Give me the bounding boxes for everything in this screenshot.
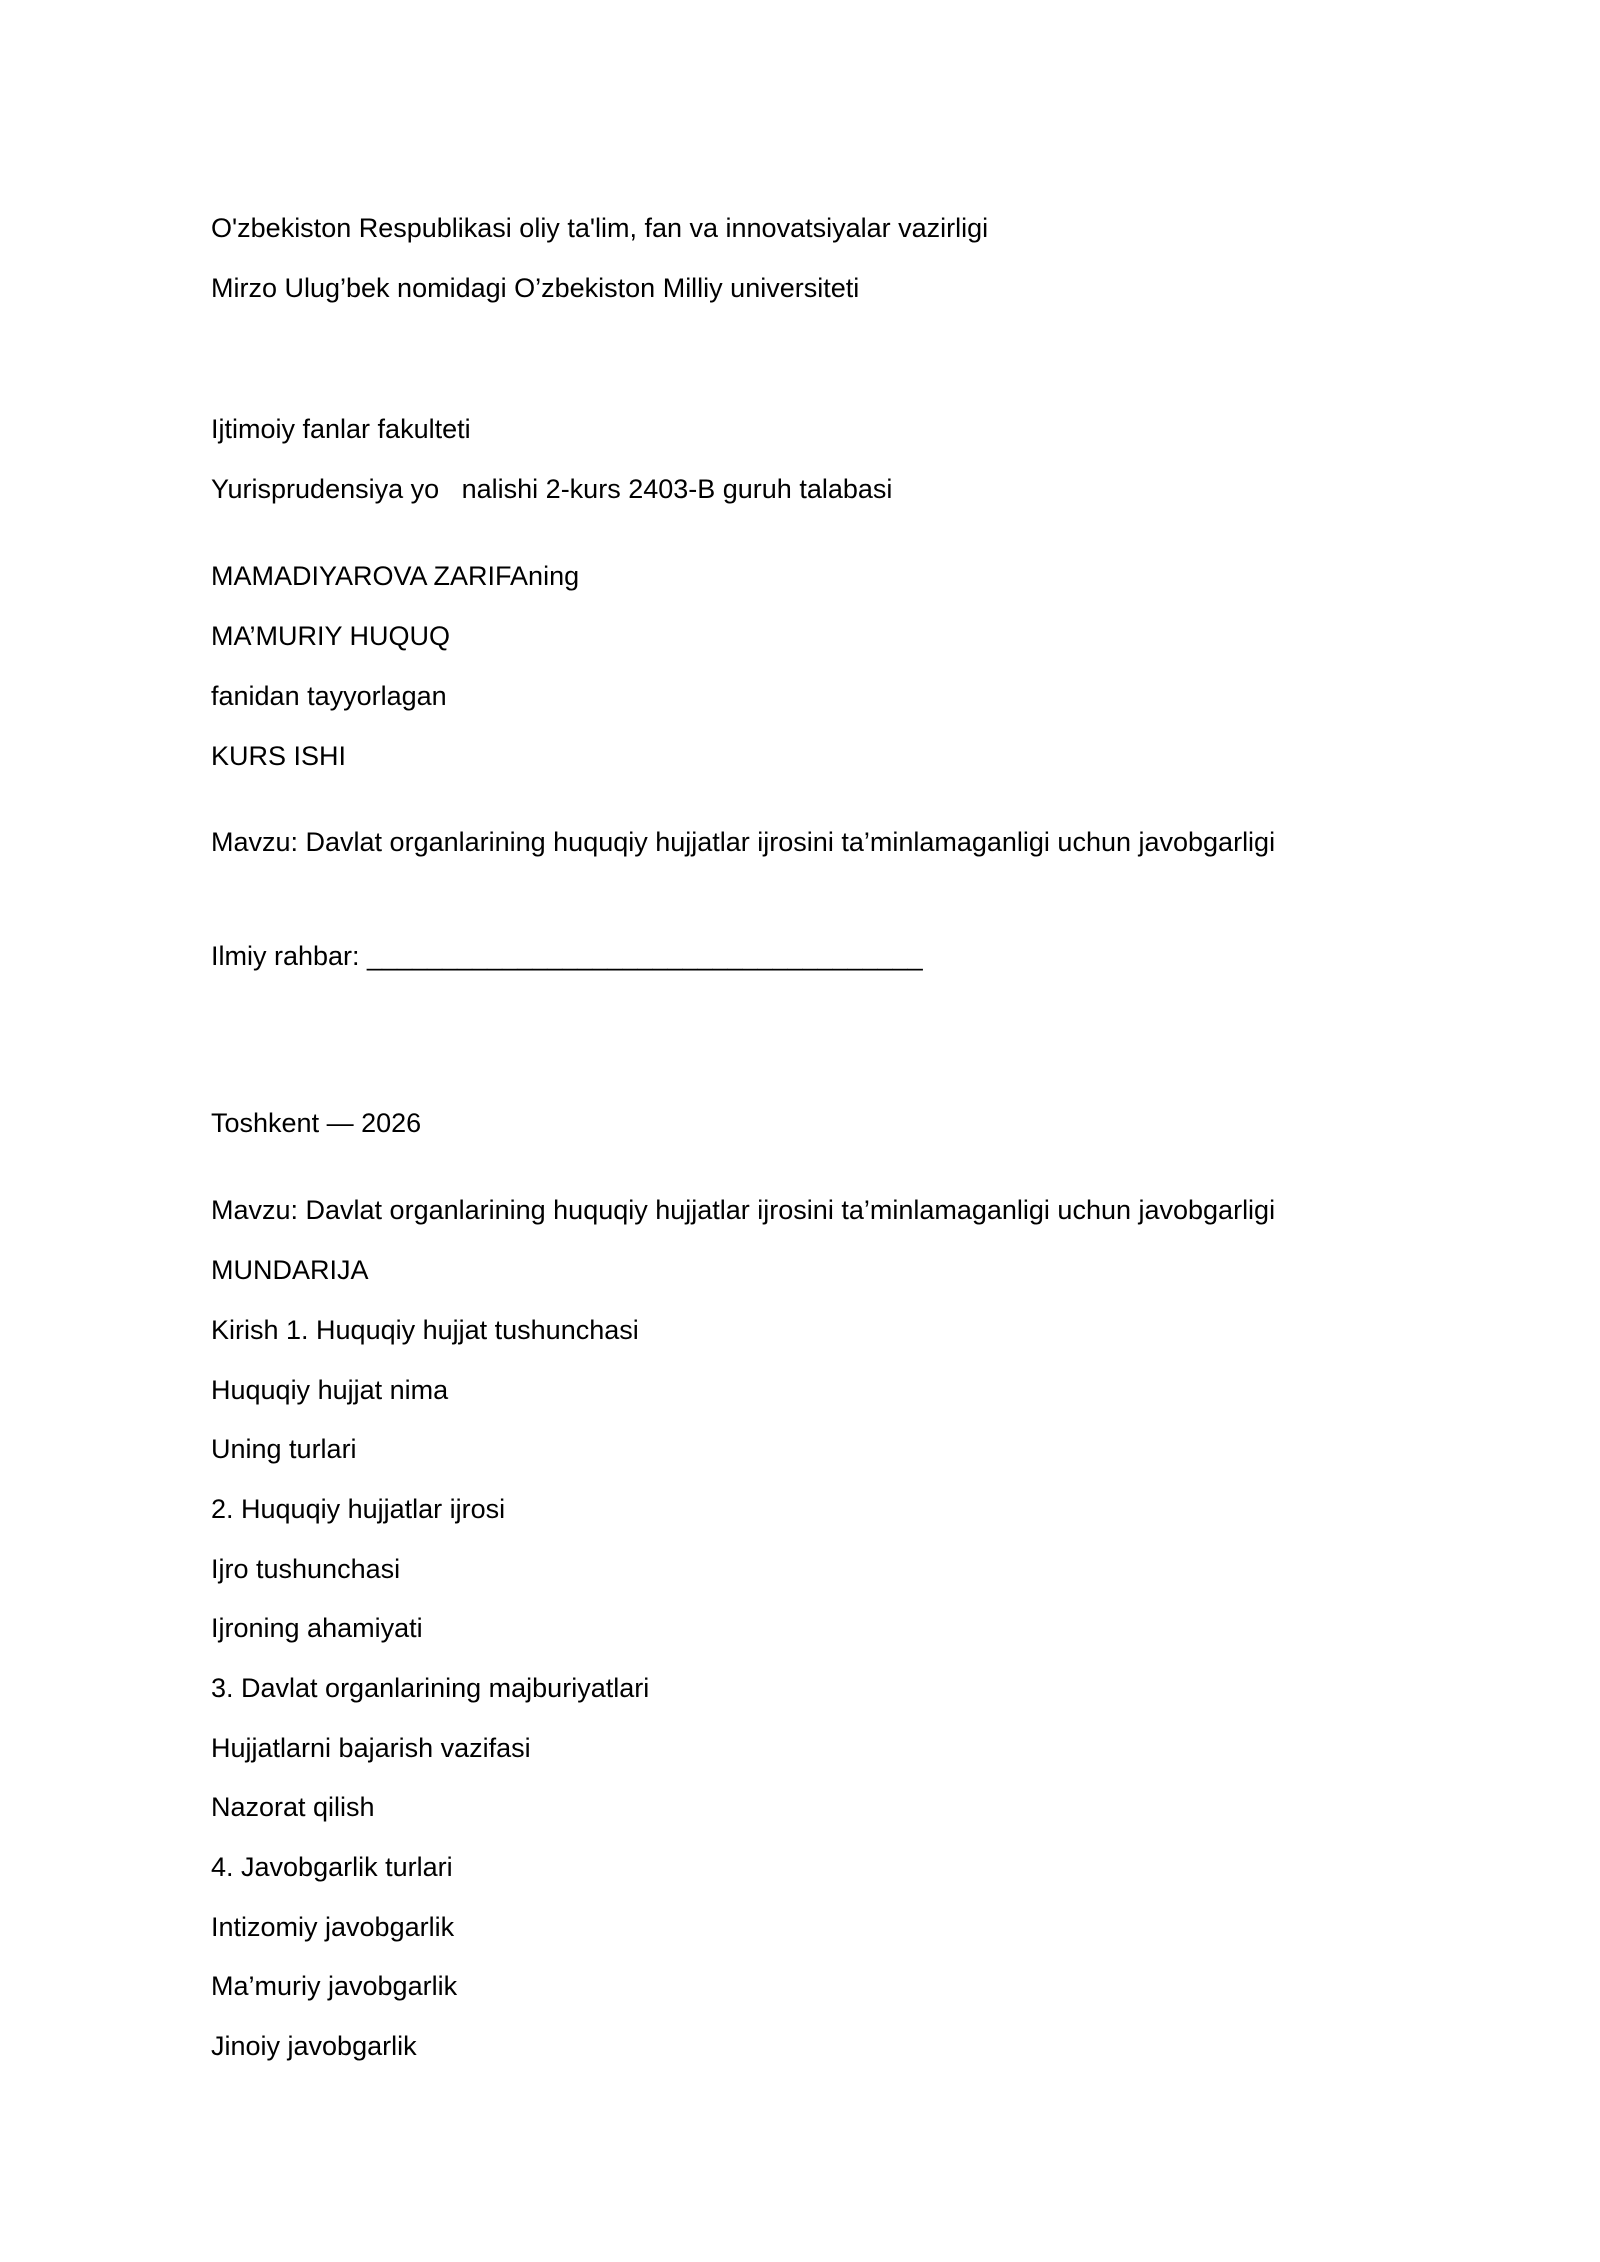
author-name: MAMADIYAROVA ZARIFAning xyxy=(211,561,580,591)
contents-item: 4. Javobgarlik turlari xyxy=(211,1852,453,1882)
ministry-name: O'zbekiston Respublikasi oliy ta'lim, fan va innovatsiyalar vazirligi xyxy=(211,213,989,243)
contents-item: Ma’muriy javobgarlik xyxy=(211,1971,458,2001)
contents-item: Huquqiy hujjat nima xyxy=(211,1375,449,1405)
subject-name: MA’MURIY HUQUQ xyxy=(211,621,451,651)
student-group: Yurisprudensiya yo nalishi 2-kurs 2403-B guruh talabasi xyxy=(211,474,893,504)
contents-item: Uning turlari xyxy=(211,1434,357,1464)
faculty-name: Ijtimoiy fanlar fakulteti xyxy=(211,414,471,444)
contents-item: Jinoiy javobgarlik xyxy=(211,2031,417,2061)
contents-item: Intizomiy javobgarlik xyxy=(211,1912,455,1942)
contents-item: Hujjatlarni bajarish vazifasi xyxy=(211,1733,531,1763)
contents-item: Ijro tushunchasi xyxy=(211,1554,401,1584)
work-type: KURS ISHI xyxy=(211,741,347,771)
contents-heading: MUNDARIJA xyxy=(211,1255,369,1285)
prepared-text: fanidan tayyorlagan xyxy=(211,681,447,711)
city-year: Toshkent — 2026 xyxy=(211,1108,422,1138)
topic-line: Mavzu: Davlat organlarining huquqiy hujjatlar ijrosini ta’minlamaganligi uchun javobgarligi xyxy=(211,827,1276,857)
contents-item: Ijroning ahamiyati xyxy=(211,1613,423,1643)
supervisor-line: Ilmiy rahbar: _____________________________________ xyxy=(211,941,923,971)
contents-item: 2. Huquqiy hujjatlar ijrosi xyxy=(211,1494,506,1524)
contents-item: Kirish 1. Huquqiy hujjat tushunchasi xyxy=(211,1315,639,1345)
contents-item: 3. Davlat organlarining majburiyatlari xyxy=(211,1673,650,1703)
contents-topic: Mavzu: Davlat organlarining huquqiy hujjatlar ijrosini ta’minlamaganligi uchun javobgarligi xyxy=(211,1195,1276,1225)
university-name: Mirzo Ulug’bek nomidagi O’zbekiston Milliy universiteti xyxy=(211,273,860,303)
contents-item: Nazorat qilish xyxy=(211,1792,375,1822)
